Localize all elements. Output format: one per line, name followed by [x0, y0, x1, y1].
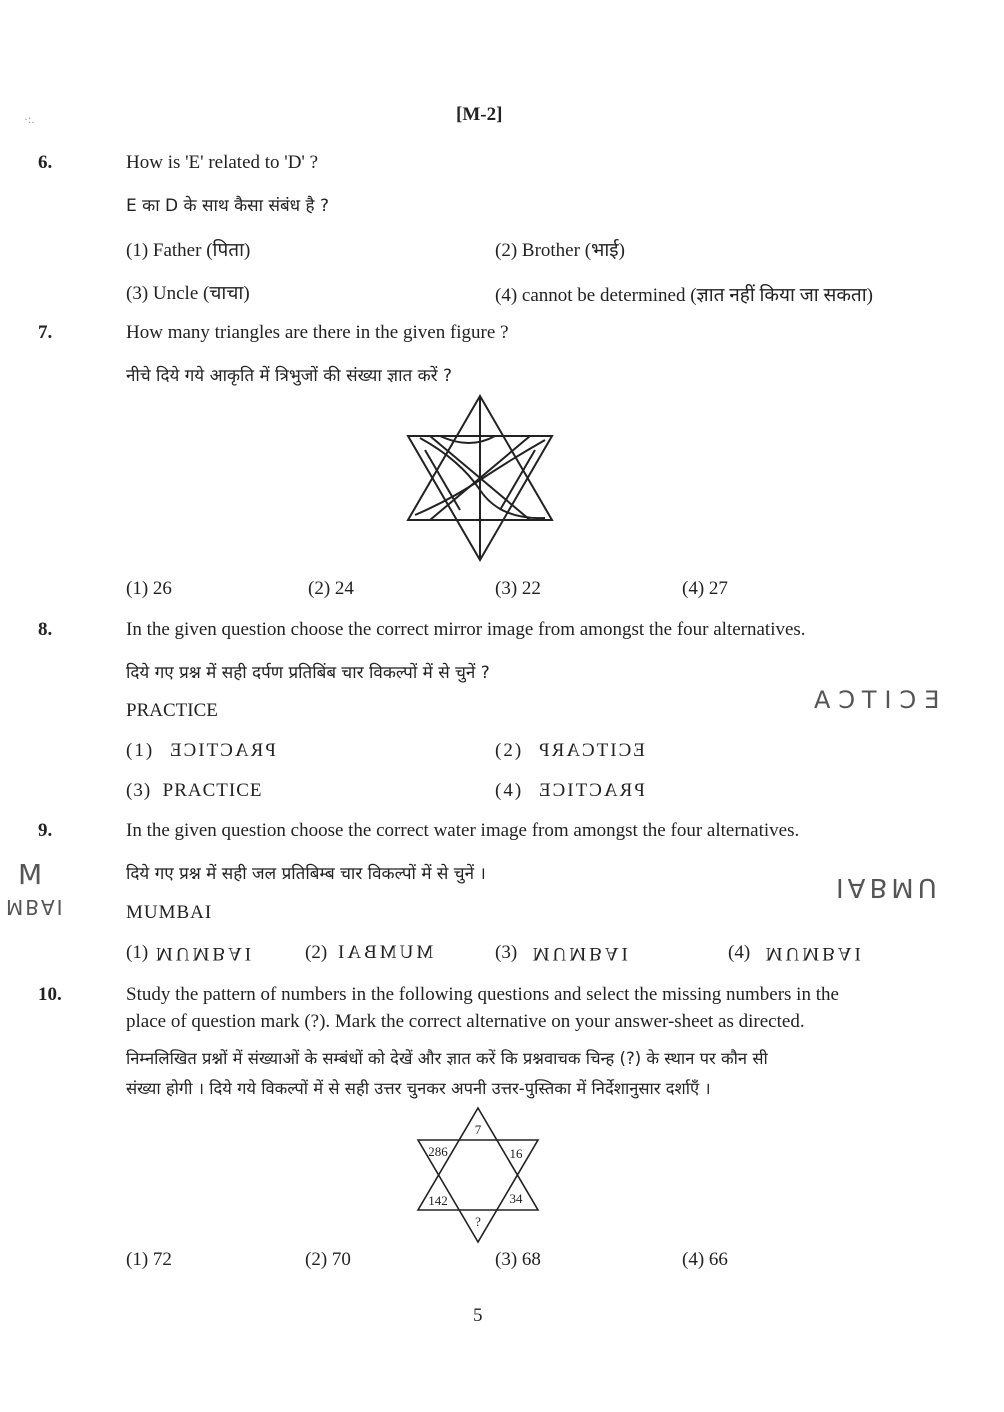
handwritten-note-right: IABMU	[836, 872, 941, 902]
handwritten-note-left: M	[18, 858, 43, 891]
question-text-hi: दिये गए प्रश्न में सही जल प्रतिबिम्ब चार विकल्पों में से चुनें ।	[126, 864, 486, 884]
question-number: 6.	[38, 152, 53, 173]
question-word: PRACTICE	[126, 700, 218, 721]
question-text-en: In the given question choose the correct mirror image from amongst the four alternatives.	[126, 619, 806, 640]
page-header: [M-2]	[456, 104, 503, 125]
question-text-en: In the given question choose the correct water image from amongst the four alternatives.	[126, 820, 800, 841]
option-2: (2) ECITCARP	[495, 740, 645, 761]
question-text-hi: E का D के साथ कैसा संबंध है ?	[126, 196, 329, 216]
question-number: 8.	[38, 619, 53, 640]
number-star-figure	[410, 1104, 546, 1246]
question-number: 9.	[38, 820, 53, 841]
option-2: (2) 70	[305, 1249, 351, 1270]
star-value-upper-right: 16	[509, 1146, 523, 1161]
question-text-hi: दिये गए प्रश्न में सही दर्पण प्रतिबिंब चार विकल्पों में से चुनें ?	[126, 663, 490, 683]
star-value-top: 7	[474, 1122, 482, 1137]
option-3: (3) 22	[495, 578, 541, 599]
question-text-en: How many triangles are there in the given figure ?	[126, 322, 509, 343]
question-text-en: How is 'E' related to 'D' ?	[126, 152, 319, 173]
handwritten-note-left: MBAI	[6, 895, 65, 919]
question-number: 10.	[38, 984, 62, 1005]
question-word: MUMBAI	[126, 902, 213, 923]
option-4: (4) PRACTICE	[495, 780, 645, 801]
question-text-hi: नीचे दिये गये आकृति में त्रिभुजों की संख्या ज्ञात करें ?	[126, 366, 453, 386]
option-4: (4) cannot be determined (ज्ञात नहीं किया जा सकता)	[495, 285, 873, 306]
question-text-hi: निम्नलिखित प्रश्नों में संख्याओं के सम्बंधों को देखें और ज्ञात करें कि प्रश्नवाचक चिन्ह (?) के स्थान पर कौन सी	[126, 1049, 768, 1068]
question-text-hi: संख्या होगी । दिये गये विकल्पों में से सही उत्तर चुनकर अपनी उत्तर-पुस्तिका में निर्देशानुसार दर्शाएँ ।	[126, 1079, 711, 1098]
option-1: (1) 26	[126, 578, 172, 599]
option-1: (1) 72	[126, 1249, 172, 1270]
scan-mark: ·:.	[24, 112, 35, 126]
star-value-lower-right: 34	[509, 1191, 523, 1206]
option-2: (2) 24	[308, 578, 354, 599]
option-4: (4) MUMBAI	[728, 942, 864, 964]
triangle-star-figure	[400, 390, 560, 566]
option-1: (1) Father (पिता)	[126, 240, 251, 261]
option-4: (4) 66	[682, 1249, 728, 1270]
star-value-lower-left: 142	[428, 1193, 448, 1208]
question-number: 7.	[38, 322, 53, 343]
handwritten-note: ECITCA	[806, 686, 940, 714]
question-text-en: Study the pattern of numbers in the following questions and select the missing numbers in the	[126, 984, 839, 1005]
option-3: (3) MUMBAI	[495, 942, 631, 964]
option-1: (1) PRACTICE	[126, 740, 276, 761]
star-value-upper-left: 286	[428, 1144, 448, 1159]
option-2: (2) Brother (भाई)	[495, 240, 625, 261]
option-1: (1) MUMBAI	[126, 942, 255, 964]
star-value-bottom: ?	[475, 1214, 481, 1229]
option-3: (3) 68	[495, 1249, 541, 1270]
page-number: 5	[473, 1305, 483, 1326]
option-3: (3) Uncle (चाचा)	[126, 283, 250, 304]
option-4: (4) 27	[682, 578, 728, 599]
question-text-en: place of question mark (?). Mark the correct alternative on your answer-sheet as directed.	[126, 1011, 805, 1032]
option-3: (3) PRACTICE	[126, 780, 263, 801]
option-2: (2) MUMBAI	[305, 942, 434, 963]
